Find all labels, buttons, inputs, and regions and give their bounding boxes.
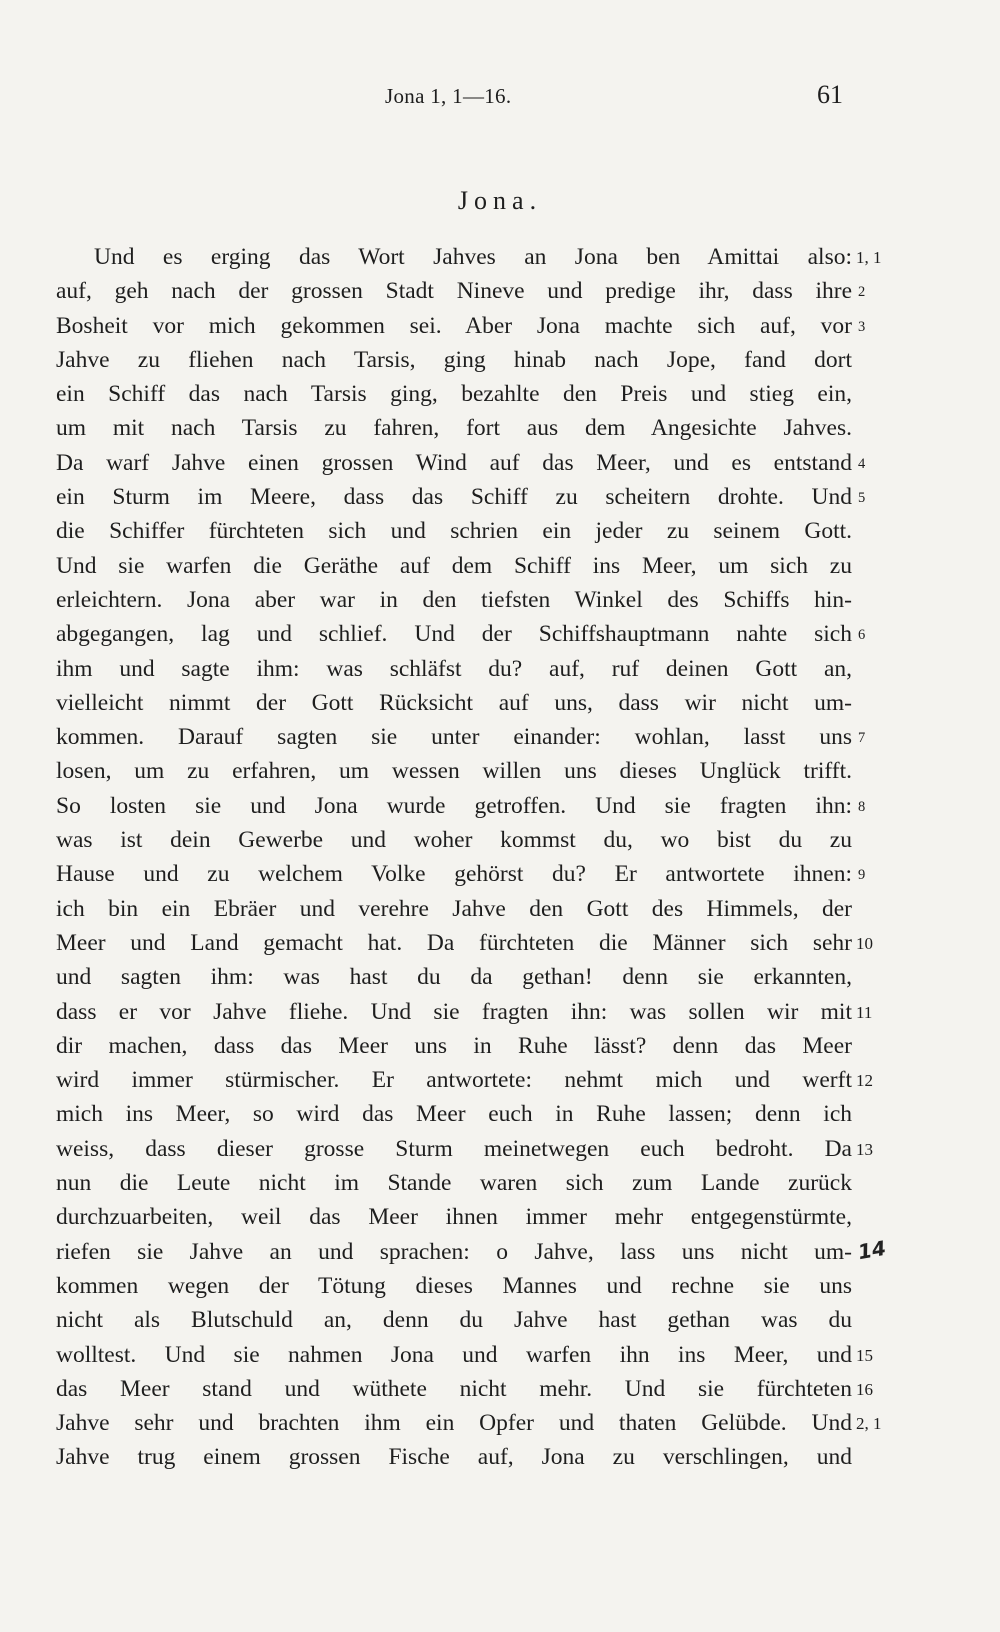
text-line (0, 1303, 1000, 1337)
text-line-content: nun die Leute nicht im Stande waren sich zum Lande zurück (56, 1170, 852, 1197)
text-line (0, 720, 1000, 754)
verse-number: 1, 1 (856, 248, 882, 267)
text-line-content: So losten sie und Jona wurde getroffen. Und sie fragten ihn: (56, 792, 852, 819)
text-line (0, 514, 1000, 548)
verse-number: 6 (858, 627, 866, 644)
text-line (0, 1063, 1000, 1097)
text-line-content: weiss, dass dieser grosse Sturm meinetwegen euch bedroht. Da (56, 1135, 852, 1162)
text-line-content: und sagten ihm: was hast du da gethan! denn sie erkannten, (56, 964, 852, 991)
text-line-content: Da warf Jahve einen grossen Wind auf das Meer, und es entstand (56, 449, 852, 476)
verse-number: 9 (858, 867, 866, 884)
text-line-content: ich bin ein Ebräer und verehre Jahve den Gott des Himmels, der (56, 895, 852, 922)
text-line-content: ein Sturm im Meere, dass das Schiff zu scheitern drohte. Und (56, 484, 852, 511)
verse-number: 5 (858, 490, 866, 507)
text-line (0, 960, 1000, 994)
text-line (0, 1338, 1000, 1372)
text-line-content: Und sie warfen die Geräthe auf dem Schiff ins Meer, um sich zu (56, 552, 852, 579)
text-line (0, 789, 1000, 823)
verse-number: 2 (858, 284, 866, 301)
text-line (0, 411, 1000, 445)
text-line (0, 686, 1000, 720)
text-line (0, 857, 1000, 891)
text-line (0, 926, 1000, 960)
text-line (0, 583, 1000, 617)
page-number: 61 (817, 80, 843, 109)
text-line-content: ihm und sagte ihm: was schläfst du? auf, ruf deinen Gott an, (56, 655, 852, 682)
text-line-content: durchzuarbeiten, weil das Meer ihnen immer mehr entgegenstürmte, (56, 1204, 852, 1231)
text-line-content: Und es erging das Wort Jahves an Jona ben Amittai also: (94, 244, 852, 270)
text-line (0, 1406, 1000, 1440)
text-line-content: abgegangen, lag und schlief. Und der Schiffshauptmann nahte sich (56, 621, 852, 648)
verse-number: 2, 1 (856, 1414, 882, 1434)
text-line-content: auf, geh nach der grossen Stadt Nineve und predige ihr, dass ihre (56, 278, 852, 305)
handwritten-verse-number: 14 (856, 1235, 888, 1264)
text-line-content: was ist dein Gewerbe und woher kommst du, wo bist du zu (56, 827, 852, 854)
text-line-content: erleichtern. Jona aber war in den tiefsten Winkel des Schiffs hin- (56, 586, 852, 613)
text-line-content: vielleicht nimmt der Gott Rücksicht auf uns, dass wir nicht um- (56, 689, 852, 716)
verse-number: 4 (858, 455, 866, 472)
text-line (0, 1372, 1000, 1406)
verse-number: 16 (856, 1379, 873, 1399)
text-line (0, 446, 1000, 480)
verse-number: 11 (856, 1002, 873, 1022)
text-line-content: wolltest. Und sie nahmen Jona und warfen ihn ins Meer, und (56, 1341, 852, 1368)
text-line-content: riefen sie Jahve an und sprachen: o Jahve, lass uns nicht um- (56, 1238, 852, 1265)
text-line-content: dir machen, dass das Meer uns in Ruhe lässt? denn das Meer (56, 1032, 852, 1059)
verse-number: 15 (856, 1345, 873, 1365)
text-line (0, 1269, 1000, 1303)
chapter-title: Jona. (457, 186, 543, 215)
verse-number: 8 (858, 798, 866, 815)
text-line (0, 377, 1000, 411)
text-line (0, 995, 1000, 1029)
text-line (0, 1097, 1000, 1131)
text-line-content: Hause und zu welchem Volke gehörst du? Er antwortete ihnen: (56, 861, 852, 888)
text-line (0, 1200, 1000, 1234)
text-line (0, 309, 1000, 343)
text-line-content: mich ins Meer, so wird das Meer euch in Ruhe lassen; denn ich (56, 1101, 852, 1128)
text-line (0, 240, 1000, 274)
text-line-content: das Meer stand und wüthete nicht mehr. Und sie fürchteten (56, 1375, 852, 1402)
verse-number: 3 (858, 318, 866, 335)
running-title: Jona 1, 1—16. (385, 84, 512, 108)
text-line-content: Jahve trug einem grossen Fische auf, Jona zu verschlingen, und (56, 1444, 852, 1471)
text-line-content: Jahve zu fliehen nach Tarsis, ging hinab nach Jope, fand dort (56, 346, 852, 373)
text-line (0, 1166, 1000, 1200)
text-line (0, 1132, 1000, 1166)
text-line (0, 343, 1000, 377)
text-line-content: kommen. Darauf sagten sie unter einander: wohlan, lasst uns (56, 724, 852, 751)
text-line-content: Meer und Land gemacht hat. Da fürchteten die Männer sich sehr (56, 929, 852, 956)
text-line (0, 549, 1000, 583)
text-line-content: Bosheit vor mich gekommen sei. Aber Jona machte sich auf, vor (56, 312, 852, 339)
text-line-content: ein Schiff das nach Tarsis ging, bezahlte den Preis und stieg ein, (56, 381, 852, 408)
text-line (0, 617, 1000, 651)
text-line (0, 480, 1000, 514)
text-line-content: losen, um zu erfahren, um wessen willen uns dieses Unglück trifft. (56, 758, 852, 785)
text-line (0, 754, 1000, 788)
text-line (0, 274, 1000, 308)
verse-number: 10 (856, 933, 873, 953)
text-line-content: die Schiffer fürchteten sich und schrien ein jeder zu seinem Gott. (56, 518, 852, 545)
text-line (0, 1029, 1000, 1063)
text-line (0, 892, 1000, 926)
text-line-content: um mit nach Tarsis zu fahren, fort aus dem Angesichte Jahves. (56, 415, 852, 442)
text-line (0, 1440, 1000, 1474)
text-line (0, 823, 1000, 857)
text-line (0, 652, 1000, 686)
text-line-content: nicht als Blutschuld an, denn du Jahve hast gethan was du (56, 1307, 852, 1334)
verse-number: 7 (858, 730, 866, 747)
verse-number: 13 (856, 1139, 873, 1159)
text-line-content: dass er vor Jahve fliehe. Und sie fragten ihn: was sollen wir mit (56, 998, 852, 1025)
body-text (0, 240, 1000, 1475)
text-line-content: Jahve sehr und brachten ihm ein Opfer und thaten Gelübde. Und (56, 1410, 852, 1437)
verse-number: 12 (856, 1071, 873, 1091)
text-line-content: kommen wegen der Tötung dieses Mannes und rechne sie uns (56, 1272, 852, 1299)
text-line-content: wird immer stürmischer. Er antwortete: nehmt mich und werft (56, 1067, 852, 1094)
text-line (0, 1235, 1000, 1269)
